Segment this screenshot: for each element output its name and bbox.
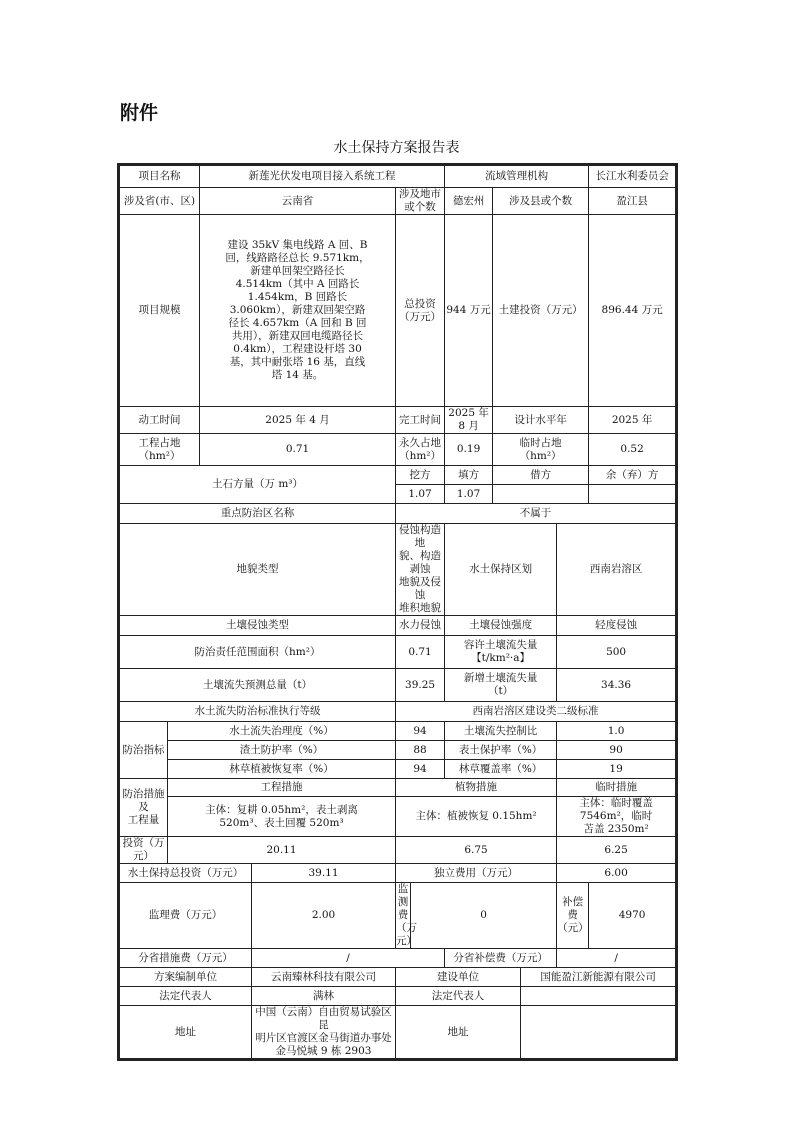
scale-line: 3.060km），新建双回架空路: [229, 304, 366, 316]
total-swc-investment: 39.11: [252, 864, 396, 883]
address: [252, 1006, 396, 1059]
text-line: 金马悦城 9 栋 2903: [275, 1045, 372, 1057]
provincial-measures-fee: /: [252, 949, 445, 968]
engineering-investment: 20.11: [168, 837, 396, 864]
scale-line: 0.4km），工程建设杆塔 30: [233, 343, 362, 355]
table-row: [120, 166, 676, 188]
predicted-loss: 39.25: [396, 669, 445, 702]
indicator-value: 94: [396, 722, 445, 741]
table-row: [120, 616, 676, 636]
cell-label: 永久占地（hm²）: [396, 434, 445, 466]
table-row: [120, 987, 676, 1006]
report-title: 水土保持方案报告表: [333, 140, 460, 156]
cell-label: 水土保持总投资（万元）: [120, 864, 252, 883]
report-table: [119, 165, 676, 1059]
indicator-value: 90: [557, 741, 676, 760]
construction-unit: 国能盈江新能源有限公司: [521, 968, 676, 987]
label-line: 容许土壤流失量: [463, 639, 538, 651]
col-header: 工程措施: [168, 779, 396, 797]
scale-line: 1.454km，B 回路长: [247, 291, 348, 303]
engineering-measures: [168, 797, 396, 837]
cell-label: 总投资（万元）: [396, 215, 445, 407]
cell-label: [120, 779, 168, 837]
indicator-label: 土壤流失控制比: [445, 722, 557, 741]
label-line: （hm²）: [519, 449, 562, 462]
cell-label: 分省补偿费（万元）: [445, 949, 557, 968]
text-line: 520m³、表土回覆 520m³: [219, 816, 344, 829]
start-date: 2025 年 4 月: [200, 407, 396, 434]
table-row: [120, 968, 676, 987]
table-row: [120, 215, 676, 407]
scale-line: 基，其中耐张塔 16 基，直线: [229, 356, 366, 368]
label-line: （hm²）: [138, 449, 181, 462]
col-header: 借方: [493, 466, 589, 485]
label-line: （t）: [487, 685, 514, 697]
label-line: 元）: [396, 935, 418, 947]
indicator-label: 表土保护率（%）: [445, 741, 557, 760]
end-date: 2025 年 8 月: [445, 407, 493, 434]
text-line: 明片区官渡区金马街道办事处: [255, 1032, 392, 1044]
borrow: [493, 485, 589, 504]
cell-label: 防治指标: [120, 722, 168, 779]
land-occupied: 0.71: [200, 434, 396, 466]
landform-type: [396, 524, 445, 616]
cell-label: 重点防治区名称: [120, 504, 396, 524]
cell-label: 地貌类型: [120, 524, 396, 616]
cell-label: 水土流失防治标准执行等级: [120, 702, 396, 722]
cell-label: 地址: [120, 1006, 252, 1059]
col-header: 填方: [445, 466, 493, 485]
table-row: [120, 1006, 676, 1059]
attachment-heading: 附件: [120, 102, 159, 124]
table-row: [120, 837, 676, 864]
supervision-fee: 2.00: [252, 883, 396, 949]
temporary-land: 0.52: [589, 434, 676, 466]
cell-label: 补偿费（元）: [557, 883, 589, 949]
cell-label: [396, 883, 418, 949]
cell-label: 法定代表人: [396, 987, 521, 1006]
cell-label: 建设单位: [396, 968, 521, 987]
table-row: [120, 669, 676, 702]
table-row: [120, 797, 676, 837]
label-line: 监测费（万: [396, 883, 418, 934]
address-2: [521, 1006, 676, 1059]
county: 盈江县: [589, 188, 676, 215]
basin-agency: 长江水利委员会: [589, 166, 676, 188]
table-row: [120, 864, 676, 883]
indicator-value: 88: [396, 741, 445, 760]
compiling-unit: 云南臻林科技有限公司: [252, 968, 396, 987]
project-name: 新莲光伏发电项目接入系统工程: [200, 166, 445, 188]
monitoring-fee: 0: [411, 883, 557, 949]
indicator-label: 水土流失治理度（%）: [168, 722, 396, 741]
cell-label: 地址: [396, 1006, 521, 1059]
cell-label: 完工时间: [396, 407, 445, 434]
key-zone: 不属于: [396, 504, 676, 524]
cell-label: [445, 669, 557, 702]
spoil: [589, 485, 676, 504]
excavation: 1.07: [396, 485, 445, 504]
responsibility-area: 0.71: [396, 636, 445, 669]
cell-label: [493, 434, 589, 466]
temporary-investment: 6.25: [557, 837, 676, 864]
table-row: [120, 188, 676, 215]
scale-line: 径长 4.657km（A 回和 B 回: [228, 317, 367, 329]
text-line: 主体：临时覆盖 7546m²，临时: [579, 797, 653, 822]
scale-line: 建设 35kV 集电线路 A 回、B: [227, 239, 368, 251]
indicator-label: 渣土防护率（%）: [168, 741, 396, 760]
table-row: [120, 741, 676, 760]
project-scale-text: [200, 215, 396, 407]
provincial-compensation: /: [557, 949, 676, 968]
indicator-label: 林草植被恢复率（%）: [168, 760, 396, 779]
cell-label: 土石方量（万 m³）: [120, 466, 396, 504]
scale-line: 回，线路路径总长 9.571km，: [225, 252, 370, 264]
cell-label: 项目规模: [120, 215, 200, 407]
cell-label: 防治责任范围面积（hm²）: [120, 636, 396, 669]
table-row: [120, 434, 676, 466]
design-year: 2025 年: [589, 407, 676, 434]
plant-measures: 主体：植被恢复 0.15hm²: [396, 797, 557, 837]
cell-label: 动工时间: [120, 407, 200, 434]
independent-cost: 6.00: [557, 864, 676, 883]
label-line: 新增土壤流失量: [463, 672, 538, 684]
table-row: [120, 760, 676, 779]
table-row: [120, 524, 676, 616]
table-row: [120, 779, 676, 797]
province: 云南省: [200, 188, 396, 215]
cell-label: 分省措施费（万元）: [120, 949, 252, 968]
col-header: 余（弃）方: [589, 466, 676, 485]
text-line: 中国（云南）自由贸易试验区昆: [255, 1006, 392, 1031]
col-header: 临时措施: [557, 779, 676, 797]
compensation-fee: 4970: [589, 883, 676, 949]
cell-label: 土壤侵蚀类型: [120, 616, 396, 636]
text-line: 堆积地貌: [399, 602, 442, 614]
permanent-land: 0.19: [445, 434, 493, 466]
indicator-label: 林草覆盖率（%）: [445, 760, 557, 779]
cell-label: 独立费用（万元）: [396, 864, 557, 883]
table-row: [120, 636, 676, 669]
soil-zone: 西南岩溶区: [557, 524, 676, 616]
col-header: 植物措施: [396, 779, 557, 797]
table-row: [120, 883, 676, 949]
cell-label: 土建投资（万元）: [493, 215, 589, 407]
cell-label: 项目名称: [120, 166, 200, 188]
scale-line: 4.514km（其中 A 回路长: [235, 278, 360, 290]
indicator-value: 19: [557, 760, 676, 779]
cell-label: 方案编制单位: [120, 968, 252, 987]
new-loss: 34.36: [557, 669, 676, 702]
table-row: [120, 949, 676, 968]
text-line: 苫盖 2350m²: [583, 823, 649, 835]
cell-label: 投资（万元）: [120, 837, 168, 864]
cell-label: 土壤流失预测总量（t）: [120, 669, 396, 702]
legal-representative: 满林: [252, 987, 396, 1006]
cell-label: 水土保持区划: [445, 524, 557, 616]
fill: 1.07: [445, 485, 493, 504]
cell-label: 涉及县或个数: [493, 188, 589, 215]
indicator-value: 1.0: [557, 722, 676, 741]
label-line: 临时占地: [519, 436, 562, 449]
text-line: 侵蚀构造地: [399, 524, 442, 549]
cell-label: 涉及省(市、区): [120, 188, 200, 215]
plant-investment: 6.75: [396, 837, 557, 864]
cell-label: 土壤侵蚀强度: [445, 616, 557, 636]
standard-grade: 西南岩溶区建设类二级标准: [396, 702, 676, 722]
table-row: [120, 466, 676, 485]
total-investment: 944 万元: [445, 215, 493, 407]
cell-label: 设计水平年: [493, 407, 589, 434]
text-line: 主体：复耕 0.05hm²，表土剥离: [205, 803, 358, 816]
label-line: 【t/km²·a】: [471, 652, 531, 664]
scale-line: 塔 14 基。: [271, 369, 324, 381]
prefecture: 德宏州: [445, 188, 493, 215]
text-line: 地貌及侵蚀: [399, 576, 442, 601]
erosion-type: 水力侵蚀: [396, 616, 445, 636]
text-line: 貌、构造剥蚀: [399, 550, 442, 575]
table-row: [120, 504, 676, 524]
cell-label: [120, 434, 200, 466]
col-header: 挖方: [396, 466, 445, 485]
erosion-intensity: 轻度侵蚀: [557, 616, 676, 636]
label-line: 工程占地: [138, 436, 181, 449]
legal-representative-2: [521, 987, 676, 1006]
table-row: [120, 407, 676, 434]
allowable-loss: 500: [557, 636, 676, 669]
table-row: [120, 722, 676, 741]
label-line: 工程量: [127, 814, 160, 826]
civil-investment: 896.44 万元: [589, 215, 676, 407]
indicator-value: 94: [396, 760, 445, 779]
temporary-measures: [557, 797, 676, 837]
cell-label: 流域管理机构: [445, 166, 589, 188]
cell-label: 监理费（万元）: [120, 883, 252, 949]
scale-line: 共用），新建双回电缆路径长: [231, 330, 364, 342]
cell-label: 涉及地市或个数: [396, 188, 445, 215]
cell-label: 法定代表人: [120, 987, 252, 1006]
cell-label: [445, 636, 557, 669]
scale-line: 新建单回架空路径长: [250, 265, 345, 277]
label-line: 防治措施及: [122, 788, 165, 813]
table-row: [120, 702, 676, 722]
